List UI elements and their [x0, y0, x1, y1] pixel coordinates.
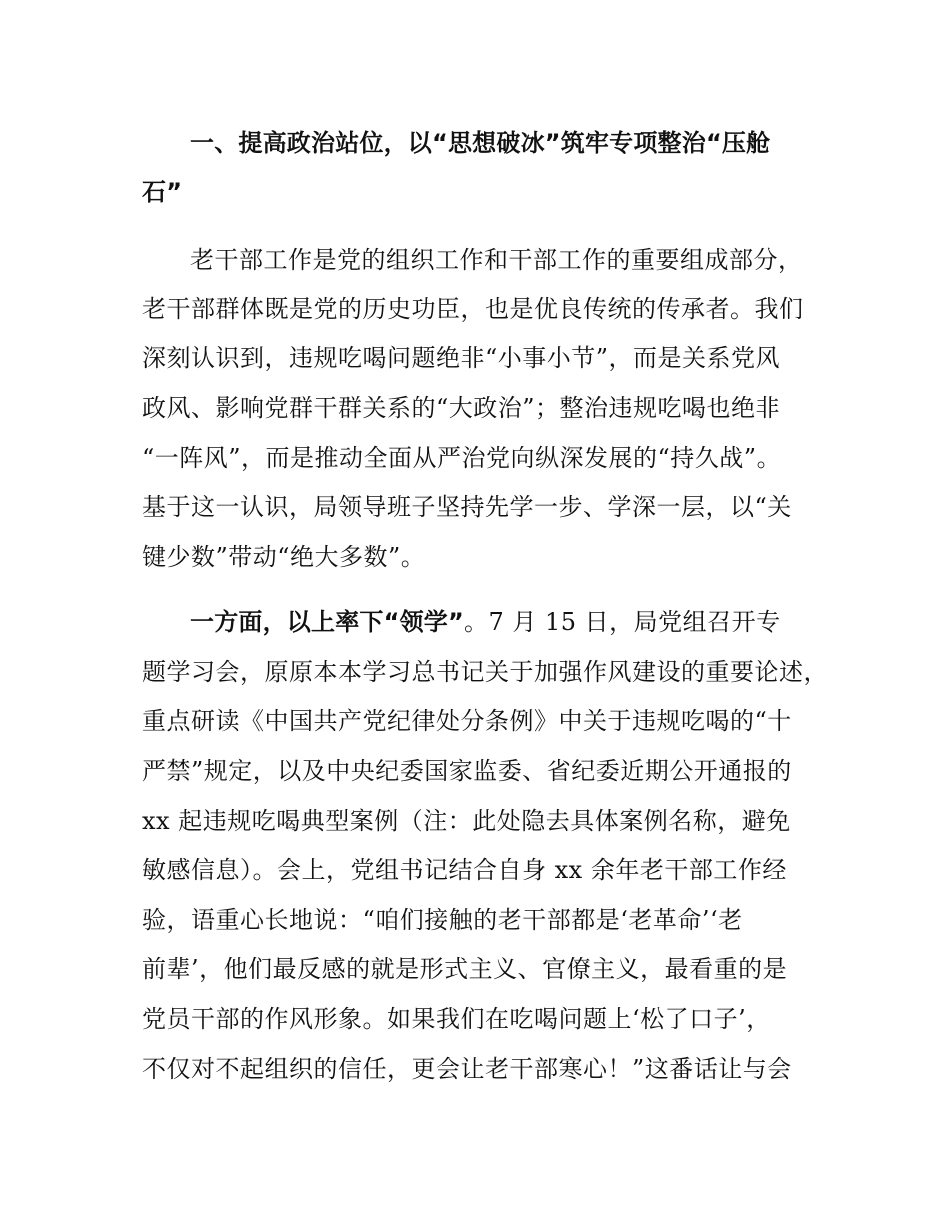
paragraph-1-line-1: 老干部工作是党的组织工作和干部工作的重要组成部分，: [190, 246, 803, 274]
paragraph-2-line-8: 前辈’，他们最反感的就是形式主义、官僚主义，最看重的是: [142, 955, 788, 983]
paragraph-2-line-1: [190, 606, 781, 638]
section-heading-line-2: 石”: [142, 178, 183, 206]
section-heading-line-1: 一、提高政治站位，以“思想破冰”筑牢专项整治“压舱: [190, 129, 771, 157]
paragraph-1-line-2: 老干部群体既是党的历史功臣，也是优良传统的传承者。我们: [142, 295, 804, 323]
paragraph-2-line-6: 敏感信息）。会上，党组书记结合自身 xx 余年老干部工作经: [142, 856, 787, 884]
paragraph-1-line-7: 键少数”带动“绝大多数”。: [142, 543, 426, 571]
paragraph-1-line-6: 基于这一认识，局领导班子坚持先学一步、学深一层，以“关: [142, 493, 792, 521]
paragraph-1-line-3: 深刻认识到，违规吃喝问题绝非“小事小节”，而是关系党风: [142, 344, 781, 372]
paragraph-2-line-3: 重点研读《中国共产党纪律处分条例》中关于违规吃喝的“十: [142, 707, 792, 735]
paragraph-2-line-7: 验，语重心长地说：“咱们接触的老干部都是‘老革命’‘老: [142, 906, 743, 934]
paragraph-2-line-4: 严禁”规定，以及中央纪委国家监委、省纪委近期公开通报的: [142, 757, 792, 785]
paragraph-2-line-9: 党员干部的作风形象。如果我们在吃喝问题上‘松了口子’，: [142, 1005, 771, 1033]
paragraph-2-lead-rest: 。7 月 15 日，局党组召开专: [463, 608, 781, 636]
paragraph-2-lead-bold: 一方面，以上率下“领学”: [190, 608, 464, 636]
paragraph-2-line-5: xx 起违规吃喝典型案例（注：此处隐去具体案例名称，避免: [142, 807, 791, 835]
paragraph-1-line-4: 政风、影响党群干群关系的“大政治”；整治违规吃喝也绝非: [142, 394, 781, 422]
paragraph-2-line-10: 不仅对不起组织的信任，更会让老干部寒心！”这番话让与会: [142, 1055, 792, 1083]
paragraph-2-line-2: 题学习会，原原本本学习总书记关于加强作风建设的重要论述，: [142, 658, 828, 686]
paragraph-1-line-5: “一阵风”，而是推动全面从严治党向纵深发展的“持久战”。: [142, 444, 782, 472]
